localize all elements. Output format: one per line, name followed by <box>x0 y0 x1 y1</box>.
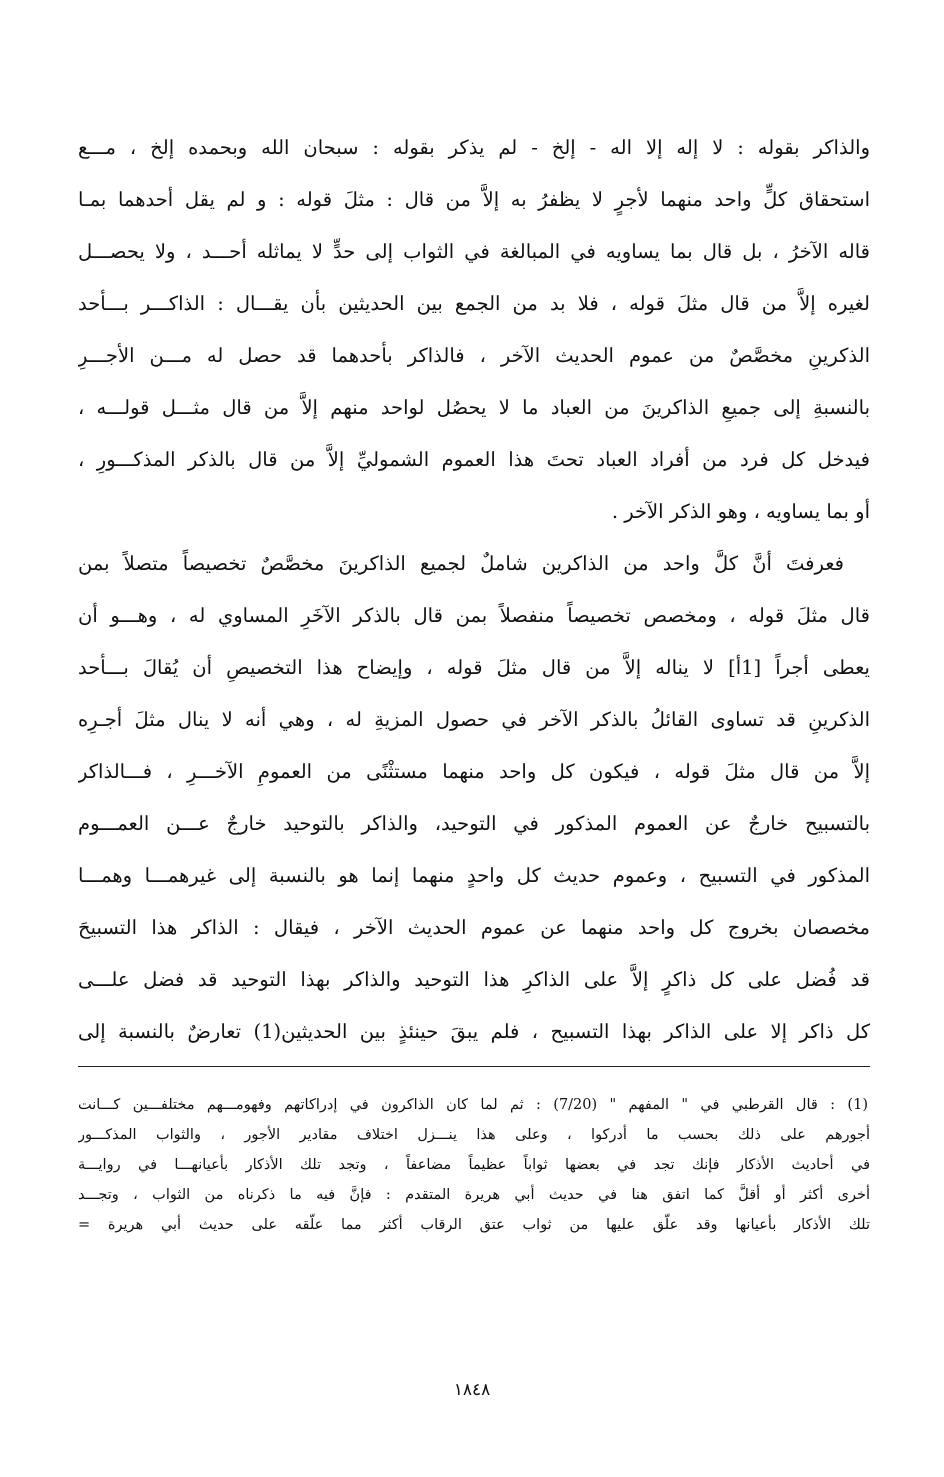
text-line: بالتسبيح خارجٌ عن العموم المذكور في التوحيد، والذاكر بالتوحيد خارجٌ عـــن العمـــوم <box>78 812 870 835</box>
footnote-line: في أحاديث الأذكار فإنك تجد في بعضها ثواباً عظيماً مضاعفاً ، وتجد تلك الأذكار بأعيانهـــا في روايـــة <box>78 1157 870 1173</box>
main-text <box>78 122 870 1058</box>
text-line: مخصصان بخروج كل واحد منهما عن عموم الحديث الآخر ، فيقال : الذاكر هذا التسبيحَ <box>78 916 870 939</box>
text-line: بالنسبةِ إلى جميعِ الذاكرينَ من العباد ما لا يحصُل لواحد منهم إلاَّ من قال مثـــل قولـــه ، <box>78 396 870 419</box>
footnote-line: أجورهم على ذلك بحسب ما أدركوا ، وعلى هذا ينـــزل اختلاف مقادير الأجور ، والثواب المذكـــور <box>78 1127 870 1143</box>
footnote-line: (1) : قال القرطبي في " المفهم " (7/20) : ثم لما كان الذاكرون في إدراكاتهم وفهومـــهم مختلفـــين كـــانت <box>78 1097 868 1113</box>
text-line: يعطى أجراً [1أ] لا يناله إلاَّ من قال مثلَ قوله ، وإيضاح هذا التخصيصِ أن يُقالَ بـــأحد <box>78 656 870 679</box>
text-line: لغيره إلاَّ من قال مثلَ قوله ، فلا بد من الجمع بين الحديثين بأن يقـــال : الذاكـــر بـــأحد <box>78 292 870 315</box>
text-line: فيدخل كل فرد من أفراد العباد تحتَ هذا العموم الشموليِّ إلاَّ من قال بالذكر المذكـــورِ ، <box>78 448 870 471</box>
text-line: استحقاق كلٍّ واحد منهما لأجرٍ لا يظفرُ به إلاَّ من قال : مثلَ قوله : و لم يقل أحدهما بمـا <box>78 188 870 211</box>
text-line: كل ذاكر إلا على الذاكر بهذا التسبيح ، فلم يبقَ حينئذٍ بين الحديثين(1) تعارضٌ بالنسبة إلى <box>78 1020 870 1043</box>
text-line: إلاَّ من قال مثلَ قوله ، فيكون كل واحد منهما مستثْنًى من العمومِ الآخـــرِ ، فـــالذاكر <box>78 760 870 783</box>
text-line: المذكور في التسبيح ، وعموم حديث كل واحدٍ منهما إنما هو بالنسبة إلى غيرهمـــا وهمـــا <box>78 864 870 887</box>
footnote-line: تلك الأذكار بأعيانها وقد علّق عليها من ثواب عتق الرقاب أكثر مما علّقه على حديث أبي هريرة = <box>78 1217 870 1233</box>
text-line: قاله الآخرُ ، بل قال بما يساويه في المبالغة في الثواب إلى حدٍّ لا يماثله أحـــد ، ولا يحصـــل <box>78 240 870 263</box>
text-line: فعرفتَ أنَّ كلَّ واحد من الذاكرين شاملٌ لجميع الذاكرينَ مخصَّصٌ تخصيصاً متصلاً بمن <box>78 552 844 575</box>
text-line: الذكرينِ قد تساوى القائلُ بالذكر الآخر في حصول المزيةِ له ، وهي أنه لا ينال مثلَ أجـرِه <box>78 708 870 731</box>
text-line: قال مثلَ قوله ، ومخصص تخصيصاً منفصلاً بمن قال بالذكر الآخَرِ المساوي له ، وهـــو أن <box>78 604 870 627</box>
footnote-line: أخرى أكثر أو أقلَّ كما اتفق هنا في حديث أبي هريرة المتقدم : فإنَّ فيه ما ذكرناه من الثواب ، وتجـــد <box>78 1187 870 1203</box>
footnote-divider <box>78 1066 870 1067</box>
footnotes <box>78 1090 870 1240</box>
page-number: ١٨٤٨ <box>453 1380 491 1400</box>
text-line: أو بما يساويه ، وهو الذكر الآخر . <box>611 500 870 523</box>
text-line: قد فُضل على كل ذاكرٍ إلاَّ على الذاكرِ هذا التوحيد والذاكر بهذا التوحيد قد فضل علـــى <box>78 968 870 991</box>
text-line: والذاكر بقوله : لا إله إلا اله - إلخ - لم يذكر بقوله : سبحان الله وبحمده إلخ ، مـــع <box>78 136 870 159</box>
text-line: الذكرينِ مخصَّصٌ من عموم الحديث الآخر ، فالذاكر بأحدهما قد حصل له مـــن الأجـــرِ <box>78 344 870 367</box>
